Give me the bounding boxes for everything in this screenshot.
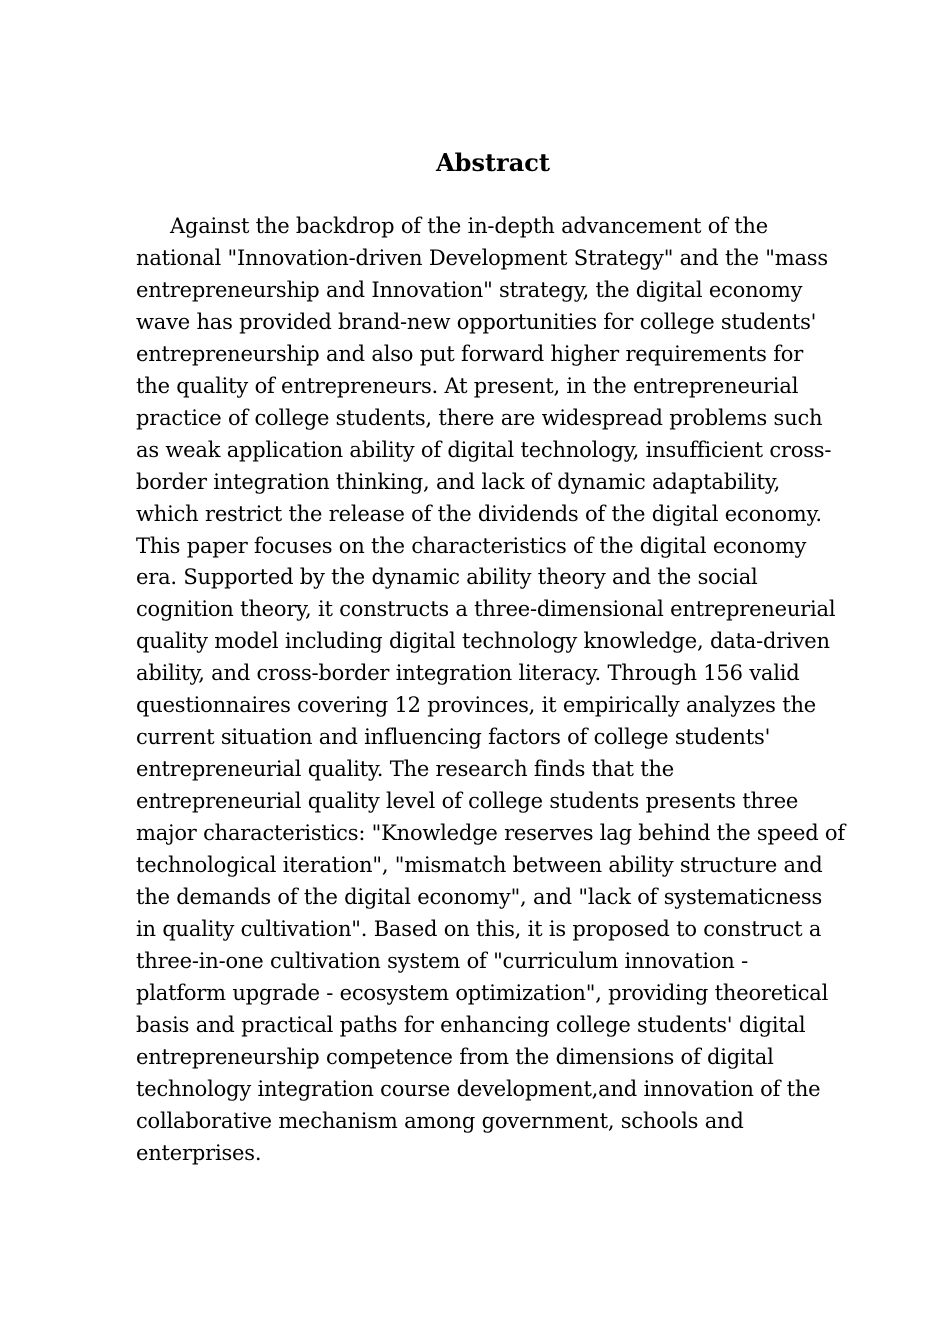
paragraph-line: in quality cultivation". Based on this, it is proposed to construct a [136,916,822,941]
paragraph-line: ability, and cross-border integration literacy. Through 156 valid [136,661,800,686]
paragraph-line: major characteristics: "Knowledge reserves lag behind the speed of [136,821,845,846]
paragraph-line: This paper focuses on the characteristics of the digital economy [136,533,807,558]
paragraph-line: three-in-one cultivation system of "curriculum innovation - [136,948,749,973]
paragraph-line: which restrict the release of the dividends of the digital economy. [136,501,822,526]
paragraph-line: technological iteration", "mismatch between ability structure and [136,853,823,878]
paragraph-line: basis and practical paths for enhancing college students' digital [136,1012,806,1037]
paragraph-line: questionnaires covering 12 provinces, it empirically analyzes the [136,693,817,718]
paragraph-line: the quality of entrepreneurs. At present, in the entrepreneurial [136,373,799,398]
paragraph-line: entrepreneurship and Innovation" strategy, the digital economy [136,277,803,302]
paragraph-line: wave has provided brand-new opportunities for college students' [136,309,817,334]
paragraph-line: the demands of the digital economy", and "lack of systematicness [136,885,823,910]
paragraph-line: current situation and influencing factors of college students' [136,725,771,750]
paragraph-line: border integration thinking, and lack of dynamic adaptability, [136,469,781,494]
paragraph-line: quality model including digital technology knowledge, data-driven [136,629,830,654]
abstract-heading: Abstract [436,148,550,177]
paragraph-line: entrepreneurship and also put forward higher requirements for [136,341,804,366]
paragraph-line: national "Innovation-driven Development Strategy" and the "mass [136,245,828,270]
paragraph-line: entrepreneurial quality. The research finds that the [136,757,675,782]
paragraph-line: era. Supported by the dynamic ability theory and the social [136,565,758,590]
paragraph-line: as weak application ability of digital technology, insufficient cross- [136,437,832,462]
paragraph-line: platform upgrade - ecosystem optimization", providing theoretical [136,980,829,1005]
paragraph-line: Against the backdrop of the in-depth advancement of the [170,214,768,238]
paragraph-line: technology integration course development,and innovation of the [136,1076,821,1101]
paragraph-line: entrepreneurial quality level of college students presents three [136,789,799,814]
abstract-paragraph [136,211,856,1170]
paragraph-line: practice of college students, there are widespread problems such [136,405,823,430]
paragraph-line: cognition theory, it constructs a three-dimensional entrepreneurial [136,597,836,622]
paragraph-line: entrepreneurship competence from the dimensions of digital [136,1044,774,1069]
paragraph-line: enterprises. [136,1140,262,1165]
paragraph-line: collaborative mechanism among government, schools and [136,1108,744,1133]
